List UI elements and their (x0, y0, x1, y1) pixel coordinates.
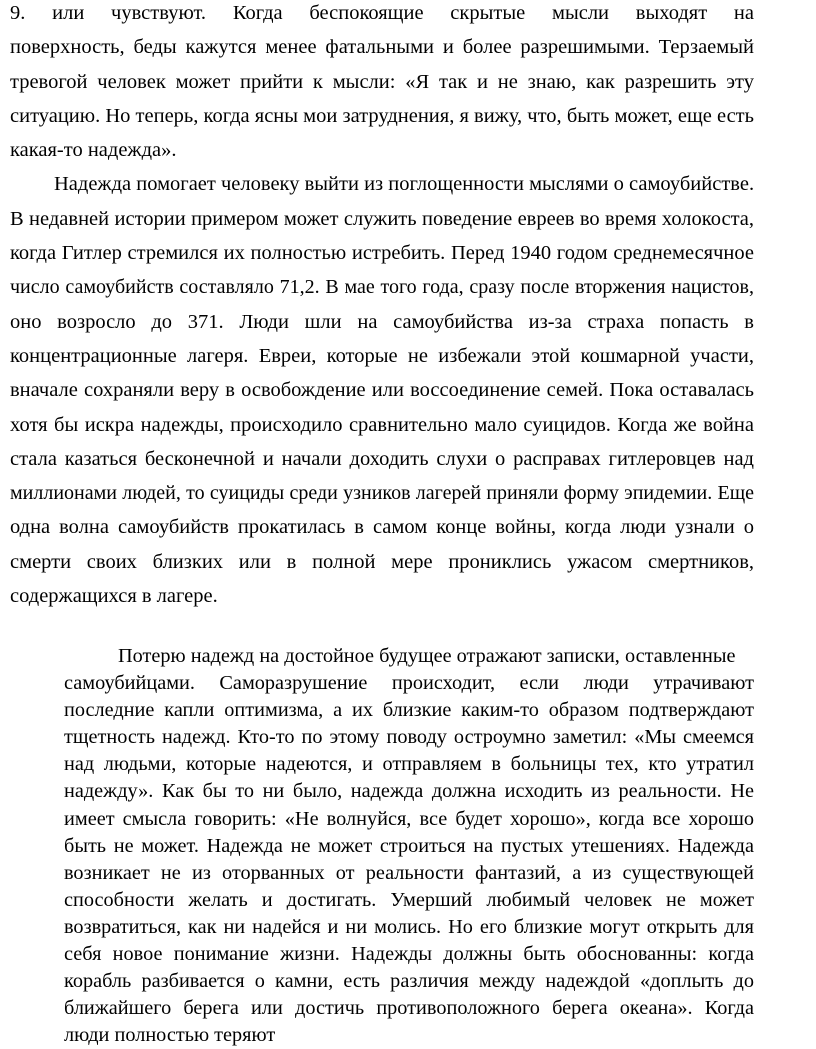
text-line: надежду». Как бы то ни было, надежда должна исходить из реальности. Не (64, 780, 754, 803)
text-line: одна волна самоубийств прокатилась в самом конце войны, когда люди узнали о (10, 516, 754, 539)
text-line: корабль разбивается о камни, есть различия между надеждой «доплыть до (64, 970, 754, 993)
text-line: тревогой человек может прийти к мысли: «Я так и не знаю, как разрешить эту (10, 70, 754, 93)
paragraph-1 (10, 0, 754, 167)
text-line: поверхность, беды кажутся менее фатальными и более разрешимыми. Терзаемый (10, 36, 754, 59)
text-line: способности желать и достигать. Умерший любимый человек не может (64, 888, 754, 911)
text-line: концентрационные лагеря. Евреи, которые не избежали этой кошмарной участи, (10, 344, 754, 367)
text-line: ближайшего берега или достичь противоположного берега океана». Когда (64, 997, 754, 1020)
text-line: какая-то надежда». (10, 139, 177, 162)
text-line: содержащихся в лагере. (10, 585, 218, 608)
text-line: Потерю надежд на достойное будущее отражают записки, оставленные (118, 645, 736, 667)
text-line: ситуацию. Но теперь, когда ясны мои затруднения, я вижу, что, быть может, еще есть (10, 104, 754, 127)
text-line: над людьми, которые надеются, и отправляем в больницы тех, кто утратил (64, 753, 754, 776)
text-line: последние капли оптимизма, а их близкие каким-то образом подтверждают (64, 699, 754, 722)
text-line: тщетность надежд. Кто-то по этому поводу остроумно заметил: «Мы смеемся (64, 726, 754, 749)
quote-block (64, 643, 754, 1049)
text-line: Надежда помогает человеку выйти из поглощенности мыслями о самоубийстве. (54, 173, 754, 196)
text-line: 9. или чувствуют. Когда беспокоящие скрытые мысли выходят на (10, 2, 754, 24)
text-line: В недавней истории примером может служить поведение евреев во время холокоста, (10, 207, 754, 230)
body-text (10, 0, 754, 613)
paragraph-2 (10, 167, 754, 613)
text-line: себя новое понимание жизни. Надежды должны быть обоснованны: когда (64, 943, 754, 966)
text-line: вначале сохраняли веру в освобождение или воссоединение семей. Пока оставалась (10, 379, 754, 402)
text-line: оно возросло до 371. Люди шли на самоубийства из-за страха попасть в (10, 310, 754, 333)
text-line: имеет смысла говорить: «Не волнуйся, все будет хорошо», когда все хорошо (64, 807, 754, 830)
text-line: возникает не из оторванных от реальности фантазий, а из существующей (64, 861, 754, 884)
text-line: люди полностью теряют (64, 1024, 276, 1047)
text-line: быть не может. Надежда не может строиться на пустых утешениях. Надежда (64, 834, 754, 857)
text-line: возвратиться, как ни надейся и ни молись. Но его близкие могут открыть для (64, 915, 754, 938)
text-line: когда Гитлер стремился их полностью истребить. Перед 1940 годом среднемесячное (10, 242, 754, 265)
text-line: смерти своих близких или в полной мере прониклись ужасом смертников, (10, 550, 754, 573)
text-line: стала казаться бесконечной и начали доходить слухи о расправах гитлеровцев над (10, 447, 754, 470)
text-line: самоубийцами. Саморазрушение происходит, если люди утрачивают (64, 672, 754, 695)
text-line: хотя бы искра надежды, происходило сравнительно мало суицидов. Когда же война (10, 413, 754, 436)
text-line: число самоубийств составляло 71,2. В мае того года, сразу после вторжения нацистов, (10, 276, 754, 299)
text-line: миллионами людей, то суициды среди узников лагерей приняли форму эпидемии. Еще (10, 482, 754, 505)
